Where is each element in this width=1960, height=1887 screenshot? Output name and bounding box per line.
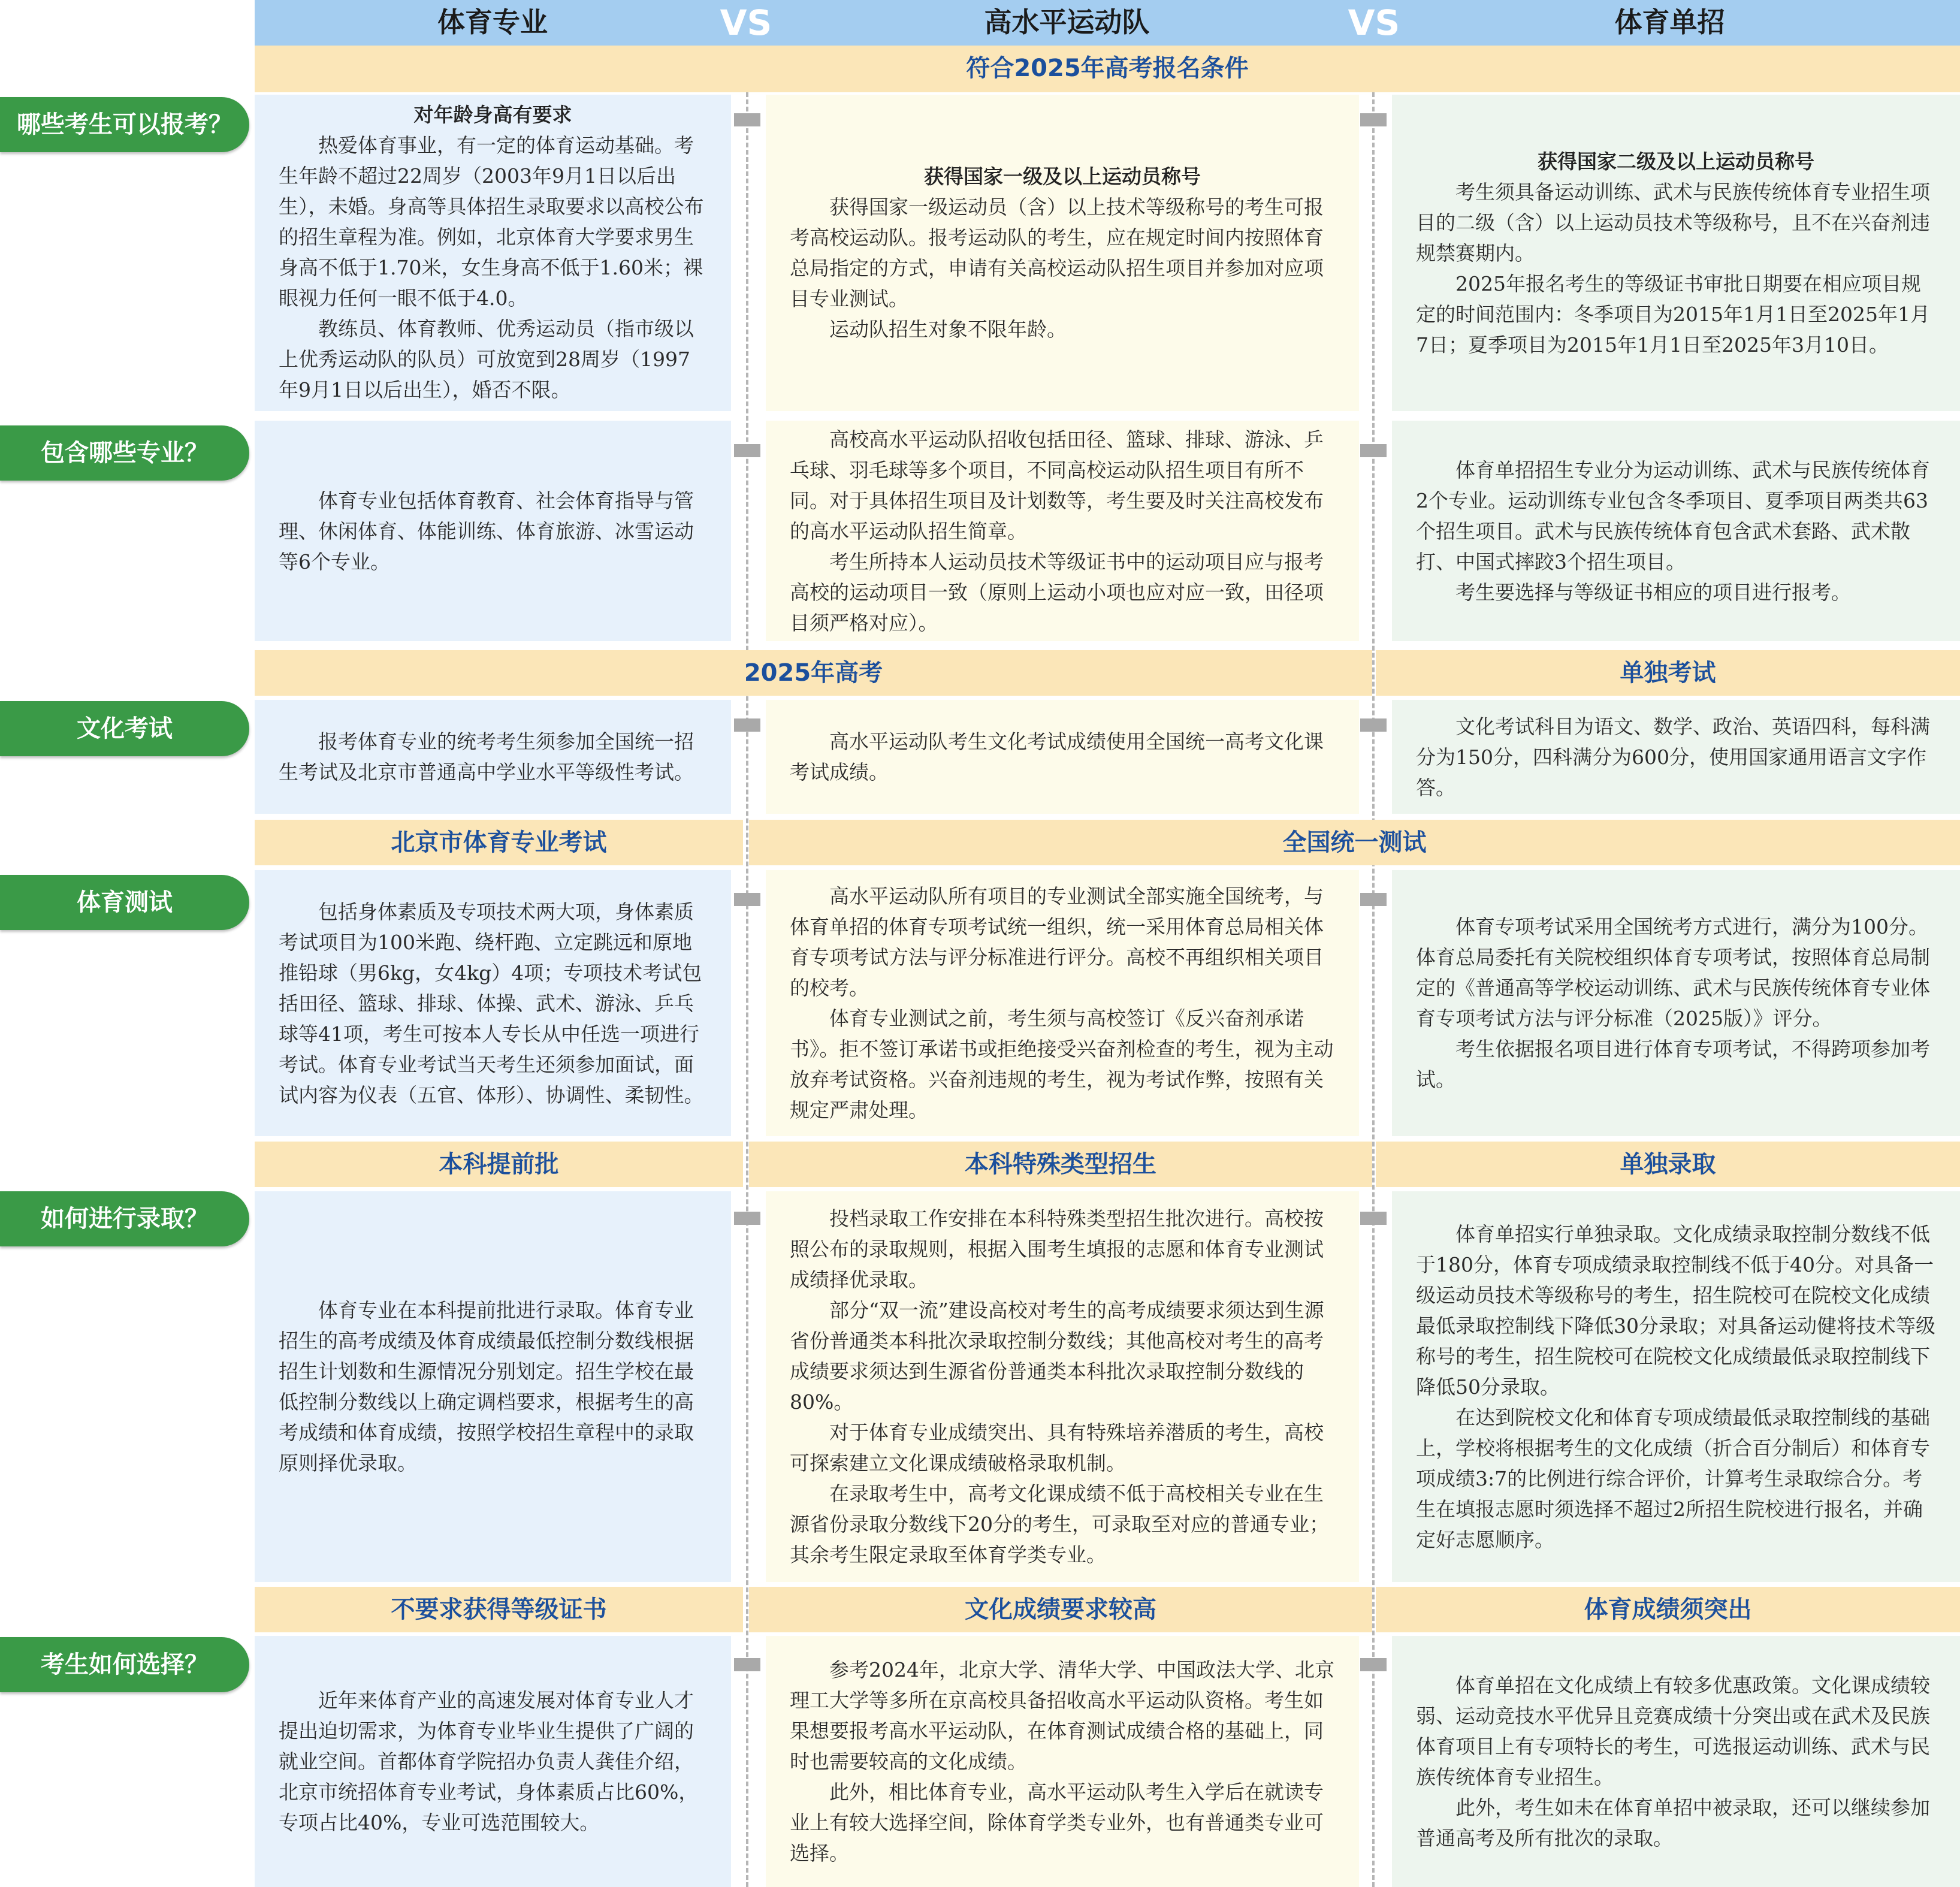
band-no-certificate: 不要求获得等级证书 [255,1587,743,1632]
para: 体育专业在本科提前批进行录取。体育专业招生的高考成绩及体育成绩最低控制分数线根据招生计划数和生源情况分别划定。招生学校在最低控制分数线以上确定调档要求，根据考生的高考成绩和体育成绩，按照学校招生章程中的录取原则择优录取。 [279,1299,694,1475]
para: 考生依据报名项目进行体育专项考试，不得跨项参加考试。 [1416,1037,1930,1091]
cell-culture-sports-major [255,700,731,814]
para: 此外，考生如未在体育单招中被录取，还可以继续参加普通高考及所有批次的录取。 [1416,1795,1930,1850]
para: 高水平运动队考生文化考试成绩使用全国统一高考文化课考试成绩。 [790,730,1324,784]
para: 此外，相比体育专业，高水平运动队考生入学后在就读专业上有较大选择空间，除体育学类专业外，也有普通类专业可选择。 [790,1780,1324,1865]
cell-culture-single-enrollment [1392,700,1960,814]
header-col-sports-major: 体育专业 [437,6,548,38]
band-culture-single-exam: 单独考试 [1376,650,1960,696]
cell-majors-high-level [766,421,1359,641]
cell-sport-high-level [766,870,1359,1136]
cell-admission-high-level [766,1191,1359,1582]
subtitle-level-2-athlete: 获得国家二级及以上运动员称号 [1538,149,1814,173]
divider-marker [734,1658,760,1671]
cell-majors-single-enrollment [1392,421,1960,641]
para: 考生所持本人运动员技术等级证书中的运动项目应与报考高校的运动项目一致（原则上运动小项也应对应一致，田径项目须严格对应）。 [790,550,1324,635]
divider-marker [1360,893,1387,906]
band-beijing-sports-exam: 北京市体育专业考试 [255,820,743,865]
para: 体育专业包括体育教育、社会体育指导与管理、休闲体育、体能训练、体育旅游、冰雪运动等6个专业。 [279,488,694,573]
para: 获得国家一级运动员（含）以上技术等级称号的考生可报考高校运动队。报考运动队的考生，应在规定时间内按照体育总局指定的方式，申请有关高校运动队招生项目并参加对应项目专业测试。 [790,195,1324,310]
divider-marker [734,113,760,126]
para: 在录取考生中，高考文化课成绩不低于高校相关专业在生源省份录取分数线下20分的考生，可录取至对应的普通专业；其余考生限定录取至体育学类专业。 [790,1482,1329,1566]
cell-who-sports-major [255,95,731,411]
divider-marker [734,718,760,732]
band-national-test: 全国统一测试 [749,820,1960,865]
band-early-batch: 本科提前批 [255,1142,743,1187]
para: 高水平运动队所有项目的专业测试全部实施全国统考，与体育单招的体育专项考试统一组织，统一采用体育总局相关体育专项考试方法与评分标准进行评分。高校不再组织相关项目的校考。 [790,884,1324,1000]
header-col-high-level-team: 高水平运动队 [984,6,1150,38]
para: 考生须具备运动训练、武术与民族传统体育专业招生项目的二级（含）以上运动员技术等级称号，且不在兴奋剂违规禁赛期内。 [1416,180,1930,265]
para: 体育专项考试采用全国统考方式进行，满分为100分。体育总局委托有关院校组织体育专项考试，按照体育总局制定的《普通高等学校运动训练、武术与民族传统体育专业体育专项考试方法与评分标准（2025版）》评分。 [1416,915,1930,1030]
cell-sport-single-enrollment [1392,870,1960,1136]
cell-majors-sports-major [255,421,731,641]
divider-marker [1360,1658,1387,1671]
para: 参考2024年，北京大学、清华大学、中国政法大学、北京理工大学等多所在京高校具备招收高水平运动队资格。考生如果想要报考高水平运动队，在体育测试成绩合格的基础上，同时也需要较高的文化成绩。 [790,1658,1334,1773]
para: 报考体育专业的统考考生须参加全国统一招生考试及北京市普通高中学业水平等级性考试。 [279,730,694,784]
label-admission: 如何进行录取？ [0,1191,249,1246]
para: 包括身体素质及专项技术两大项，身体素质考试项目为100米跑、绕杆跑、立定跳远和原地推铅球（男6kg，女4kg）4项；专项技术考试包括田径、篮球、排球、体操、武术、游泳、乒乓球等41项，考生可按本人专长从中任选一项进行考试。体育专业考试当天考生还须参加面试，面试内容为仪表（五官、体形）、协调性、柔韧性。 [279,899,704,1107]
cell-admission-single-enrollment [1392,1191,1960,1582]
para: 体育单招实行单独录取。文化成绩录取控制分数线不低于180分，体育专项成绩录取控制线不低于40分。对具备一级运动员技术等级称号的考生，招生院校可在院校文化成绩最低录取控制线下降低30分录取；对具备运动健将技术等级称号的考生，招生院校可在院校文化成绩最低录取控制线下降低50分录取。 [1416,1222,1935,1399]
top-header [255,0,1960,46]
subtitle-age-height: 对年龄身高有要求 [413,103,572,126]
divider-1 [746,92,748,1887]
label-sport-test: 体育测试 [0,875,249,930]
para: 部分“双一流”建设高校对考生的高考成绩要求须达到生源省份普通类本科批次录取控制分数线；其他高校对考生的高考成绩要求须达到生源省份普通类本科批次录取控制分数线的80%。 [790,1299,1324,1414]
para: 考生要选择与等级证书相应的项目进行报考。 [1455,580,1851,604]
label-how-to-choose: 考生如何选择？ [0,1637,249,1692]
band-culture-gaokao: 2025年高考 [255,650,1372,696]
subtitle-level-1-athlete: 获得国家一级及以上运动员称号 [924,165,1201,188]
band-eligibility: 符合2025年高考报名条件 [255,46,1960,92]
para: 文化考试科目为语文、数学、政治、英语四科，每科满分为150分，四科满分为600分，使用国家通用语言文字作答。 [1416,714,1930,799]
divider-marker [1360,444,1387,457]
para: 2025年报名考生的等级证书审批日期要在相应项目规定的时间范围内：冬季项目为2015年1月1日至2025年1月7日；夏季项目为2015年1月1日至2025年3月10日。 [1416,271,1930,357]
label-which-majors: 包含哪些专业？ [0,425,249,481]
cell-choice-single-enrollment [1392,1636,1960,1887]
para: 体育专业测试之前，考生须与高校签订《反兴奋剂承诺书》。拒不签订承诺书或拒绝接受兴奋剂检查的考生，视为主动放弃考试资格。兴奋剂违规的考生，视为考试作弊，按照有关规定严肃处理。 [790,1007,1334,1122]
divider-marker [734,444,760,457]
band-outstanding-sports: 体育成绩须突出 [1376,1587,1960,1632]
para: 高校高水平运动队招收包括田径、篮球、排球、游泳、乒乓球、羽毛球等多个项目，不同高校运动队招生项目有所不同。对于具体招生项目及计划数等，考生要及时关注高校发布的高水平运动队招生简章。 [790,427,1324,543]
header-col-single-enrollment: 体育单招 [1614,6,1725,38]
cell-culture-high-level [766,700,1359,814]
para: 运动队招生对象不限年龄。 [829,318,1067,341]
para: 教练员、体育教师、优秀运动员（指市级以上优秀运动队的队员）可放宽到28周岁（1997年9月1日以后出生），婚否不限。 [279,317,694,401]
divider-2 [1372,92,1375,1887]
para: 近年来体育产业的高速发展对体育专业人才提出迫切需求，为体育专业毕业生提供了广阔的就业空间。首都体育学院招办负责人龚佳介绍，北京市统招体育专业考试，身体素质占比60%，专项占比40%，专业可选范围较大。 [279,1689,699,1834]
divider-marker [1360,1212,1387,1225]
cell-sport-sports-major [255,870,731,1136]
vs-badge-2: VS [1348,2,1400,43]
cell-choice-high-level [766,1636,1359,1887]
cell-who-high-level [766,95,1359,411]
divider-marker [1360,113,1387,126]
para: 对于体育专业成绩突出、具有特殊培养潜质的考生，高校可探索建立文化课成绩破格录取机制。 [790,1421,1324,1475]
label-who-can-apply: 哪些考生可以报考？ [0,97,249,152]
label-culture-exam: 文化考试 [0,701,249,756]
para: 体育单招招生专业分为运动训练、武术与民族传统体育2个专业。运动训练专业包含冬季项目、夏季项目两类共63个招生项目。武术与民族传统体育包含武术套路、武术散打、中国式摔跤3个招生项目。 [1416,458,1930,573]
band-single-admission: 单独录取 [1376,1142,1960,1187]
vs-badge-1: VS [720,2,772,43]
para: 在达到院校文化和体育专项成绩最低录取控制线的基础上，学校将根据考生的文化成绩（折合百分制后）和体育专项成绩3:7的比例进行综合评价，计算考生录取综合分。考生在填报志愿时须选择不超过2所招生院校进行报名，并确定好志愿顺序。 [1416,1405,1930,1551]
para: 投档录取工作安排在本科特殊类型招生批次进行。高校按照公布的录取规则，根据入围考生填报的志愿和体育专业测试成绩择优录取。 [790,1207,1324,1291]
band-high-culture-score: 文化成绩要求较高 [749,1587,1372,1632]
divider-marker [734,893,760,906]
para: 体育单招在文化成绩上有较多优惠政策。文化课成绩较弱、运动竞技水平优异且竞赛成绩十分突出或在武术及民族体育项目上有专项特长的考生，可选报运动训练、武术与民族传统体育专业招生。 [1416,1673,1930,1789]
divider-marker [734,1212,760,1225]
divider-marker [1360,718,1387,732]
cell-choice-sports-major [255,1636,731,1887]
cell-who-single-enrollment [1392,95,1960,411]
para: 热爱体育事业，有一定的体育运动基础。考生年龄不超过22周岁（2003年9月1日以后出生），未婚。身高等具体招生录取要求以高校公布的招生章程为准。例如，北京体育大学要求男生身高不低于1.70米，女生身高不低于1.60米；裸眼视力任何一眼不低于4.0。 [279,134,704,310]
cell-admission-sports-major [255,1191,731,1582]
band-special-type: 本科特殊类型招生 [749,1142,1372,1187]
